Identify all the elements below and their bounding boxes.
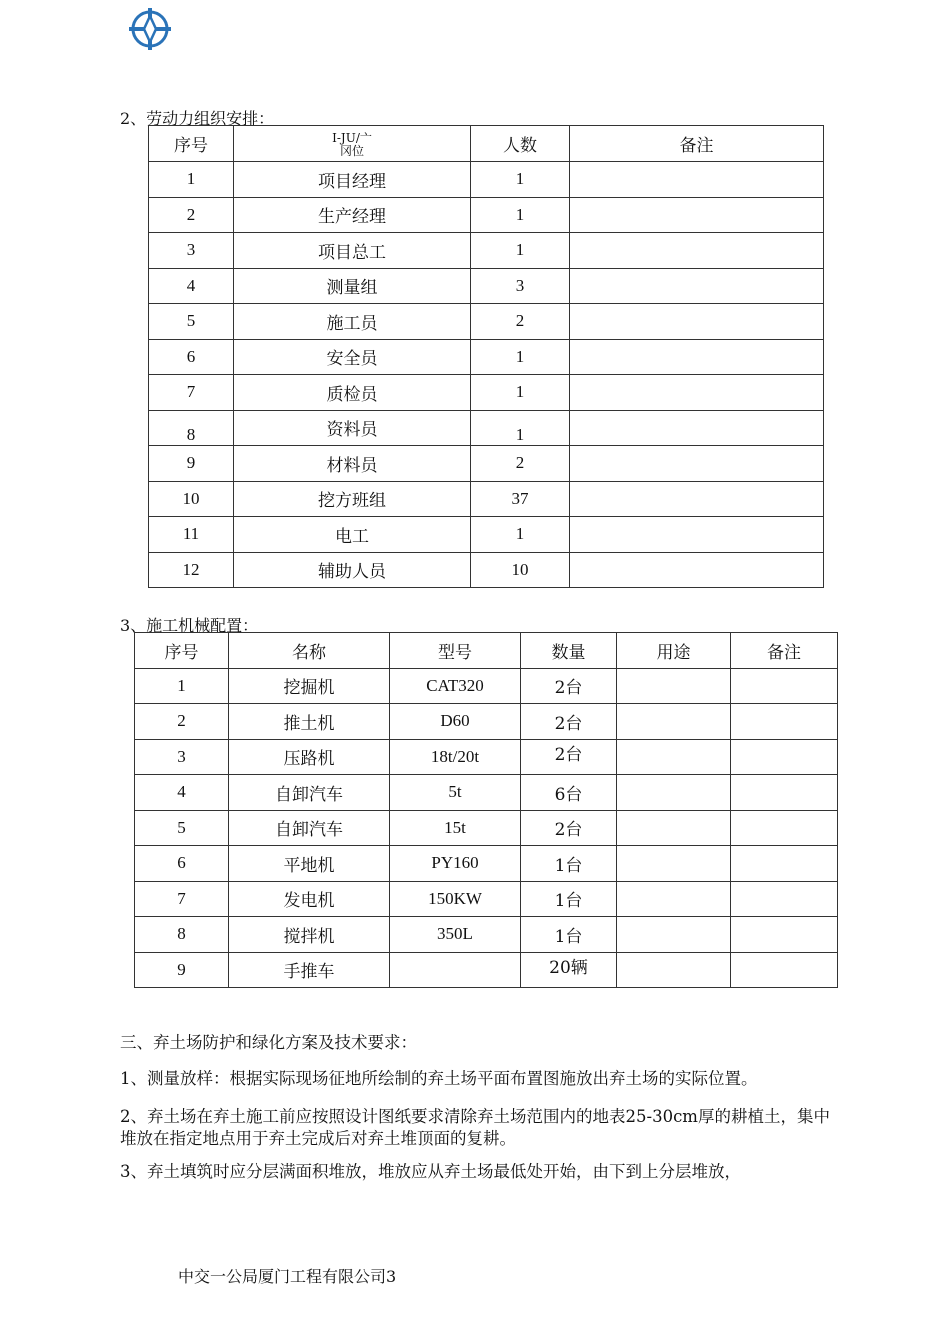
labor-cell-post xyxy=(234,517,471,553)
machine-cell-model xyxy=(390,810,521,846)
labor-cell-no-text: 3 xyxy=(186,240,196,260)
machine-section-title: 3、施工机械配置： xyxy=(120,616,259,635)
machine-cell-model xyxy=(390,704,521,740)
machine-cell-qty-text: 2台 xyxy=(554,713,583,734)
labor-cell-remark xyxy=(570,162,824,198)
labor-row xyxy=(149,481,824,517)
machine-cell-name-text: 手推车 xyxy=(283,962,335,983)
machine-cell-name xyxy=(229,846,390,882)
machine-cell-remark xyxy=(731,810,838,846)
labor-row xyxy=(149,268,824,304)
machine-row xyxy=(135,739,838,775)
labor-cell-post-text: 电工 xyxy=(335,526,369,547)
labor-cell-count-text: 2 xyxy=(515,311,525,331)
labor-cell-count-text: 10 xyxy=(511,559,529,579)
labor-cell-remark xyxy=(570,481,824,517)
machine-row xyxy=(135,810,838,846)
labor-cell-no xyxy=(149,481,234,517)
labor-cell-no-text: 10 xyxy=(182,488,200,508)
labor-cell-remark xyxy=(570,268,824,304)
labor-cell-no xyxy=(149,268,234,304)
labor-cell-no xyxy=(149,410,234,446)
machine-cell-model xyxy=(390,739,521,775)
labor-cell-post-text: 挖方班组 xyxy=(318,491,386,512)
labor-row xyxy=(149,339,824,375)
machine-cell-name xyxy=(229,952,390,988)
machine-cell-use xyxy=(617,952,731,988)
machine-cell-no-text: 5 xyxy=(177,817,186,837)
labor-cell-post-text: 资料员 xyxy=(326,420,378,441)
labor-cell-remark xyxy=(570,304,824,340)
labor-cell-count-text: 1 xyxy=(515,169,525,189)
machine-cell-qty xyxy=(521,704,617,740)
labor-cell-post xyxy=(234,233,471,269)
machine-cell-name xyxy=(229,917,390,953)
machine-header-row xyxy=(135,633,838,669)
labor-row xyxy=(149,446,824,482)
labor-cell-remark xyxy=(570,339,824,375)
machine-cell-name xyxy=(229,775,390,811)
machine-cell-no-text: 4 xyxy=(177,782,186,802)
section3-paragraph-3: 3、弃土填筑时应分层满面积堆放，堆放应从弃土场最低处开始，由下到上分层堆放， xyxy=(120,1162,741,1181)
machine-row xyxy=(135,704,838,740)
machine-cell-name-text: 搅拌机 xyxy=(283,926,335,947)
machine-cell-use xyxy=(617,668,731,704)
machine-cell-model-text: PY160 xyxy=(431,853,479,873)
machine-cell-qty xyxy=(521,952,617,988)
machine-cell-qty xyxy=(521,668,617,704)
machine-cell-name-text: 自卸汽车 xyxy=(275,784,343,805)
machine-cell-no-text: 2 xyxy=(177,711,186,731)
machine-cell-name-text: 推土机 xyxy=(283,713,335,734)
labor-cell-count xyxy=(471,410,570,446)
labor-cell-post-text: 材料员 xyxy=(326,455,378,476)
labor-cell-no xyxy=(149,339,234,375)
machine-row xyxy=(135,668,838,704)
machine-cell-name-text: 自卸汽车 xyxy=(275,820,343,841)
labor-cell-no xyxy=(149,304,234,340)
labor-cell-count xyxy=(471,162,570,198)
machine-cell-qty-text: 2台 xyxy=(554,820,583,841)
labor-cell-post xyxy=(234,304,471,340)
labor-cell-remark xyxy=(570,375,824,411)
labor-cell-no-text: 5 xyxy=(186,311,196,331)
labor-cell-count xyxy=(471,304,570,340)
machine-cell-name-text: 平地机 xyxy=(283,855,335,876)
labor-cell-no-text: 11 xyxy=(182,524,200,544)
section3-paragraph-2: 2、弃土场在弃土施工前应按照设计图纸要求清除弃土场范围内的地表25-30cm厚的耕植土，集中堆放在指定地点用于弃土完成后对弃土堆顶面的复耕。 xyxy=(120,1107,830,1148)
labor-row xyxy=(149,517,824,553)
labor-row xyxy=(149,552,824,588)
labor-header-count: 人数 xyxy=(471,126,570,162)
machine-cell-model xyxy=(390,668,521,704)
machine-cell-qty-text: 1台 xyxy=(554,855,583,876)
labor-cell-no xyxy=(149,162,234,198)
labor-cell-post xyxy=(234,162,471,198)
machine-cell-name xyxy=(229,739,390,775)
machine-cell-model-text: 18t/20t xyxy=(430,746,480,766)
machine-cell-no-text: 1 xyxy=(177,675,186,695)
machine-cell-no-text: 8 xyxy=(177,924,186,944)
machine-cell-use xyxy=(617,739,731,775)
labor-header-row xyxy=(149,126,824,162)
machine-cell-qty xyxy=(521,881,617,917)
machine-cell-use xyxy=(617,775,731,811)
machine-row xyxy=(135,917,838,953)
labor-cell-remark xyxy=(570,197,824,233)
labor-cell-no-text: 2 xyxy=(186,204,196,224)
machine-cell-name-text: 发电机 xyxy=(283,891,335,912)
machine-table xyxy=(134,632,838,988)
labor-cell-count-text: 2 xyxy=(515,453,525,473)
labor-cell-remark xyxy=(570,552,824,588)
labor-cell-remark xyxy=(570,233,824,269)
labor-cell-count-text: 1 xyxy=(515,382,525,402)
machine-cell-remark xyxy=(731,881,838,917)
labor-cell-no xyxy=(149,552,234,588)
machine-cell-remark xyxy=(731,846,838,882)
labor-cell-count-text: 1 xyxy=(515,524,525,544)
machine-cell-model xyxy=(390,952,521,988)
machine-cell-qty xyxy=(521,810,617,846)
labor-cell-count xyxy=(471,481,570,517)
labor-cell-no xyxy=(149,446,234,482)
labor-row xyxy=(149,375,824,411)
machine-cell-qty-text: 20辆 xyxy=(549,958,588,979)
labor-cell-remark xyxy=(570,410,824,446)
machine-cell-model xyxy=(390,846,521,882)
machine-cell-no xyxy=(135,846,229,882)
machine-cell-no-text: 7 xyxy=(177,888,186,908)
machine-header-no: 序号 xyxy=(135,633,229,669)
labor-cell-count xyxy=(471,552,570,588)
labor-cell-no-text: 9 xyxy=(186,453,196,473)
machine-cell-remark xyxy=(731,668,838,704)
machine-cell-no-text: 3 xyxy=(177,746,186,766)
machine-cell-qty-text: 2台 xyxy=(554,745,583,766)
machine-cell-model xyxy=(390,775,521,811)
machine-header-name: 名称 xyxy=(229,633,390,669)
machine-cell-remark xyxy=(731,775,838,811)
labor-cell-count-text: 1 xyxy=(515,424,525,444)
machine-cell-remark xyxy=(731,917,838,953)
company-logo-icon xyxy=(126,6,174,52)
labor-row xyxy=(149,233,824,269)
labor-cell-post-text: 测量组 xyxy=(326,278,378,299)
labor-cell-count-text: 1 xyxy=(515,346,525,366)
labor-cell-no xyxy=(149,233,234,269)
labor-cell-post-text: 安全员 xyxy=(326,349,378,370)
machine-cell-use xyxy=(617,846,731,882)
machine-cell-name-text: 压路机 xyxy=(283,749,335,770)
machine-cell-name xyxy=(229,881,390,917)
labor-cell-remark xyxy=(570,446,824,482)
machine-cell-model-text: 150KW xyxy=(428,888,482,908)
machine-cell-name xyxy=(229,704,390,740)
machine-cell-no xyxy=(135,704,229,740)
machine-row xyxy=(135,775,838,811)
labor-cell-no-text: 1 xyxy=(186,169,196,189)
machine-cell-qty-text: 1台 xyxy=(554,891,583,912)
labor-cell-count-text: 3 xyxy=(515,275,525,295)
machine-cell-qty-text: 6台 xyxy=(554,784,583,805)
page-footer: 中交一公局厦门工程有限公司3 xyxy=(178,1267,397,1286)
labor-row xyxy=(149,410,824,446)
labor-cell-no xyxy=(149,375,234,411)
machine-header-qty: 数量 xyxy=(521,633,617,669)
labor-cell-count xyxy=(471,446,570,482)
labor-cell-no-text: 7 xyxy=(186,382,196,402)
machine-cell-no xyxy=(135,668,229,704)
labor-cell-post xyxy=(234,552,471,588)
machine-cell-qty-text: 1台 xyxy=(554,926,583,947)
labor-section-title: 2、劳动力组织安排： xyxy=(120,109,275,128)
labor-row xyxy=(149,197,824,233)
labor-header-remark: 备注 xyxy=(570,126,824,162)
machine-cell-name xyxy=(229,810,390,846)
labor-cell-count-text: 1 xyxy=(515,204,525,224)
labor-cell-no-text: 8 xyxy=(186,424,196,444)
machine-cell-use xyxy=(617,917,731,953)
labor-cell-post xyxy=(234,339,471,375)
labor-cell-post-text: 项目总工 xyxy=(318,242,386,263)
machine-cell-qty xyxy=(521,775,617,811)
machine-cell-model-text: 5t xyxy=(448,782,462,802)
machine-cell-use xyxy=(617,810,731,846)
machine-cell-model-text: CAT320 xyxy=(426,675,484,695)
machine-cell-use xyxy=(617,704,731,740)
labor-cell-no-text: 12 xyxy=(182,559,200,579)
labor-cell-post xyxy=(234,375,471,411)
machine-cell-name-text: 挖掘机 xyxy=(283,678,335,699)
machine-cell-qty xyxy=(521,917,617,953)
machine-cell-no xyxy=(135,810,229,846)
labor-cell-remark xyxy=(570,517,824,553)
machine-cell-model-text: 350L xyxy=(437,924,473,944)
labor-cell-count xyxy=(471,233,570,269)
machine-cell-no xyxy=(135,881,229,917)
machine-cell-model xyxy=(390,881,521,917)
labor-row xyxy=(149,304,824,340)
machine-cell-no-text: 9 xyxy=(177,959,186,979)
section3-paragraph-1: 1、测量放样：根据实际现场征地所绘制的弃土场平面布置图施放出弃土场的实际位置。 xyxy=(120,1069,758,1088)
labor-cell-no-text: 6 xyxy=(186,346,196,366)
labor-row xyxy=(149,162,824,198)
labor-cell-count-text: 1 xyxy=(515,240,525,260)
labor-table xyxy=(148,125,824,588)
labor-cell-post xyxy=(234,268,471,304)
machine-cell-no xyxy=(135,952,229,988)
labor-cell-count-text: 37 xyxy=(511,488,529,508)
machine-cell-no xyxy=(135,775,229,811)
machine-cell-qty xyxy=(521,846,617,882)
labor-cell-no-text: 4 xyxy=(186,275,196,295)
labor-cell-post-text: 项目经理 xyxy=(318,171,386,192)
machine-header-use: 用途 xyxy=(617,633,731,669)
labor-cell-no xyxy=(149,197,234,233)
machine-header-remark: 备注 xyxy=(731,633,838,669)
labor-cell-no xyxy=(149,517,234,553)
labor-cell-post xyxy=(234,446,471,482)
section3-title: 三、弃土场防护和绿化方案及技术要求： xyxy=(120,1033,417,1052)
machine-cell-name xyxy=(229,668,390,704)
labor-header-post xyxy=(234,126,471,162)
machine-cell-no xyxy=(135,917,229,953)
machine-cell-remark xyxy=(731,739,838,775)
machine-cell-qty xyxy=(521,739,617,775)
machine-cell-model-text: 15t xyxy=(444,817,466,837)
machine-cell-no-text: 6 xyxy=(177,853,186,873)
machine-row xyxy=(135,952,838,988)
labor-cell-post-text: 质检员 xyxy=(326,384,378,405)
labor-cell-count xyxy=(471,517,570,553)
machine-cell-no xyxy=(135,739,229,775)
labor-cell-post-text: 辅助人员 xyxy=(318,562,386,583)
labor-cell-count xyxy=(471,268,570,304)
labor-cell-post-text: 施工员 xyxy=(326,313,378,334)
machine-cell-qty-text: 2台 xyxy=(554,678,583,699)
machine-row xyxy=(135,881,838,917)
labor-cell-post xyxy=(234,410,471,446)
labor-cell-post xyxy=(234,197,471,233)
labor-cell-count xyxy=(471,339,570,375)
machine-cell-model xyxy=(390,917,521,953)
labor-header-post-text: I-JU/亠 冈位 xyxy=(332,130,372,158)
machine-cell-remark xyxy=(731,952,838,988)
machine-cell-model-text: D60 xyxy=(440,711,470,731)
labor-cell-count xyxy=(471,375,570,411)
labor-header-no: 序号 xyxy=(149,126,234,162)
machine-cell-remark xyxy=(731,704,838,740)
machine-cell-use xyxy=(617,881,731,917)
machine-header-model: 型号 xyxy=(390,633,521,669)
labor-cell-post-text: 生产经理 xyxy=(318,207,386,228)
machine-row xyxy=(135,846,838,882)
labor-cell-count xyxy=(471,197,570,233)
labor-cell-post xyxy=(234,481,471,517)
